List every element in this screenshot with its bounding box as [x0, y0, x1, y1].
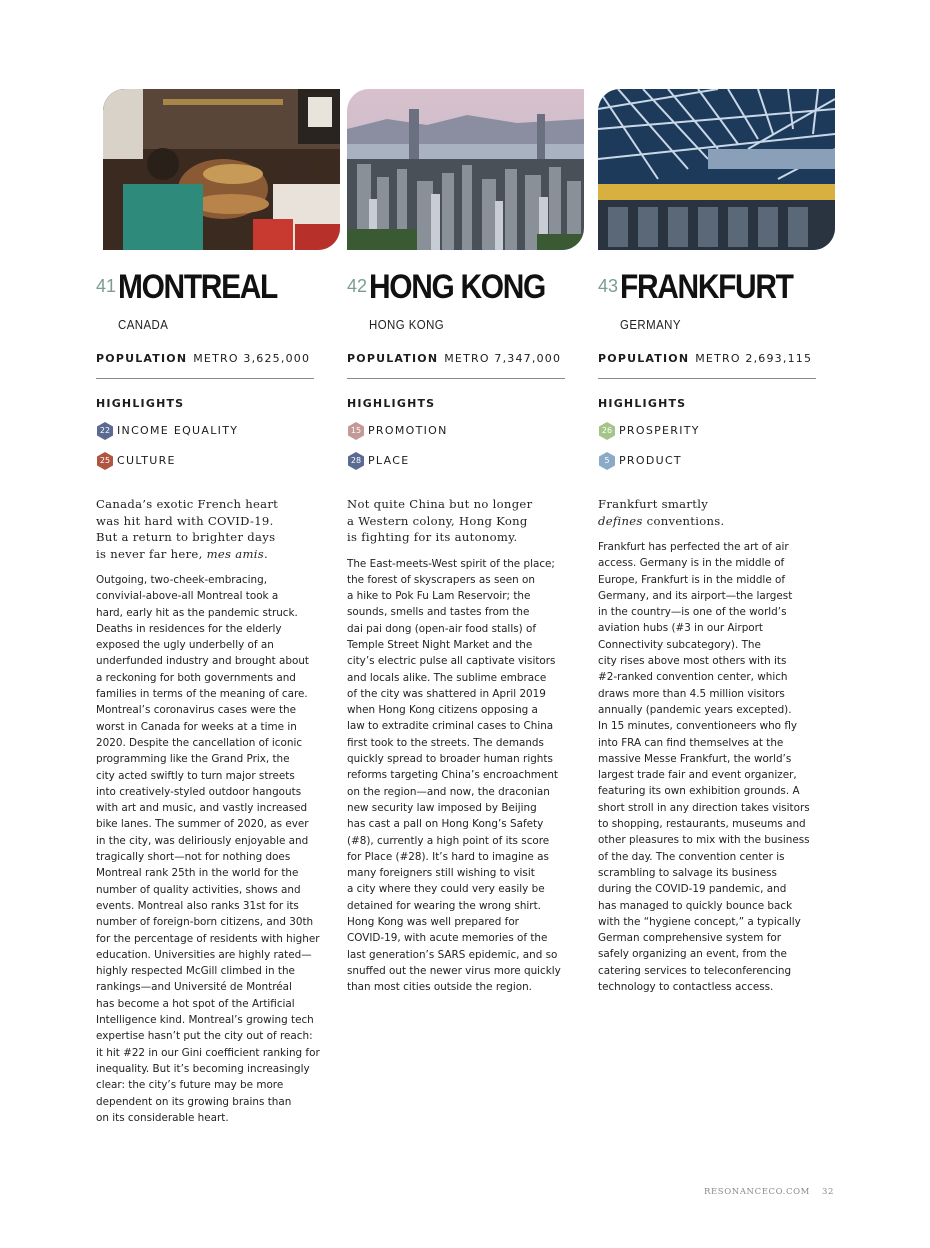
body-line: for Place (#28). It’s hard to imagine as — [347, 850, 549, 863]
body-line: Temple Street Night Market and the — [347, 638, 533, 651]
body-line: of the day. The convention center is — [598, 850, 785, 863]
highlight-item — [598, 422, 838, 440]
body-line: Europe, Frankfurt is in the middle of — [598, 573, 786, 586]
divider — [96, 378, 314, 379]
population-label: POPULATION — [96, 352, 188, 365]
divider — [598, 378, 816, 379]
body-line: quickly spread to broader human rights — [347, 753, 553, 766]
population-label: POPULATION — [347, 352, 439, 365]
body-line: Intelligence kind. Montreal’s growing tech — [96, 1014, 314, 1027]
body-line: short stroll in any direction takes visitors — [598, 801, 810, 814]
body-line: number of quality activities, shows and — [96, 883, 301, 896]
body-line: dai pai dong (open-air food stalls) of — [347, 622, 536, 635]
body-line: in the country—is one of the world’s — [598, 606, 787, 619]
body-line: 2020. Despite the cancellation of iconic — [96, 736, 303, 749]
body-line: rankings—and Université de Montréal — [96, 981, 292, 994]
body-line: massive Messe Frankfurt, the world’s — [598, 752, 792, 765]
highlight-label: INCOME EQUALITY — [117, 424, 239, 437]
intro-line — [96, 546, 336, 563]
intro-line — [598, 513, 838, 530]
city-title — [347, 268, 587, 352]
city-rank: 42 — [347, 276, 368, 296]
body-text — [96, 572, 336, 1126]
montreal-market-photo — [103, 89, 340, 250]
body-line: reforms targeting China’s encroachment — [347, 769, 558, 782]
body-line: access. Germany is in the middle of — [598, 557, 785, 570]
highlights-heading: HIGHLIGHTS — [96, 397, 185, 410]
city-country: CANADA — [118, 317, 169, 332]
body-line: sounds, smells and tastes from the — [347, 606, 530, 619]
highlight-label: CULTURE — [117, 454, 176, 467]
body-line: number of foreign-born citizens, and 30th — [96, 916, 314, 929]
body-line: in the city, was deliriously enjoyable and — [96, 834, 309, 847]
highlight-item — [96, 452, 336, 470]
body-line: expertise hasn’t put the city out of reach: — [96, 1030, 313, 1043]
city-column-frankfurt — [598, 89, 838, 995]
body-line: scrambling to salvage its business — [598, 866, 777, 879]
body-line: Hong Kong was well prepared for — [347, 916, 519, 929]
intro-text: conventions. — [642, 513, 725, 528]
body-line: city rises above most others with its — [598, 655, 787, 668]
highlight-label: PRODUCT — [619, 454, 682, 467]
body-line: Frankfurt has perfected the art of air — [598, 541, 789, 553]
intro-italic: defines — [598, 513, 643, 528]
body-line: for the percentage of residents with higher — [96, 932, 320, 945]
body-line: has become a hot spot of the Artificial — [96, 997, 295, 1010]
population-value: METRO 2,693,115 — [695, 352, 813, 365]
body-line: tragically short—not for nothing does — [96, 851, 291, 864]
body-line: clear: the city’s future may be more — [96, 1079, 284, 1092]
body-line: last generation’s SARS epidemic, and so — [347, 948, 558, 961]
hexagon-badge-icon — [96, 452, 114, 470]
hexagon-badge-icon — [598, 452, 616, 470]
body-line: city acted swiftly to turn major streets — [96, 769, 295, 782]
intro-line: But a return to brighter days — [96, 530, 276, 544]
body-line: of the city was shattered in April 2019 — [347, 687, 546, 700]
body-line: when Hong Kong citizens opposing a — [347, 704, 538, 717]
intro-deck — [347, 496, 587, 546]
body-line: with art and music, and vastly increased — [96, 802, 308, 815]
body-line: draws more than 4.5 million visitors — [598, 687, 785, 700]
hong-kong-skyline-photo — [347, 89, 584, 250]
hexagon-badge-icon — [347, 422, 365, 440]
page-number: 32 — [821, 1187, 834, 1197]
hexagon-badge-icon — [96, 422, 114, 440]
body-line: and locals alike. The sublime embrace — [347, 671, 547, 684]
body-line: events. Montreal also ranks 31st for its — [96, 899, 299, 912]
population-line — [598, 352, 838, 370]
divider — [347, 378, 565, 379]
body-line: detained for wearing the wrong shirt. — [347, 899, 541, 912]
body-line: Germany, and its airport—the largest — [598, 589, 793, 602]
intro-line: Not quite China but no longer — [347, 497, 533, 511]
body-line: into FRA can find themselves at the — [598, 736, 784, 749]
body-line: snuffed out the newer virus more quickly — [347, 964, 561, 977]
intro-line: Frankfurt smartly — [598, 497, 709, 511]
population-label: POPULATION — [598, 352, 690, 365]
body-line: the forest of skyscrapers as seen on — [347, 573, 535, 586]
body-line: programming like the Grand Prix, the — [96, 753, 290, 766]
highlight-label: PLACE — [368, 454, 410, 467]
body-line: bike lanes. The summer of 2020, as ever — [96, 818, 309, 831]
body-line: a hike to Pok Fu Lam Reservoir; the — [347, 590, 531, 603]
city-name: FRANKFURT — [620, 268, 793, 306]
body-line: dependent on its growing brains than — [96, 1095, 292, 1108]
body-text — [598, 539, 838, 995]
body-line: Montreal rank 25th in the world for the — [96, 867, 299, 880]
body-line: many foreigners still wishing to visit — [347, 867, 535, 880]
intro-deck — [598, 496, 838, 529]
body-line: featuring its own exhibition grounds. A — [598, 785, 800, 798]
highlight-label: PROSPERITY — [619, 424, 700, 437]
body-line: convivial-above-all Montreal took a — [96, 590, 279, 603]
city-title — [598, 268, 838, 352]
body-line: German comprehensive system for — [598, 932, 781, 945]
body-line: to shopping, restaurants, museums and — [598, 818, 806, 831]
body-line: law to extradite criminal cases to China — [347, 720, 554, 733]
city-column-hong-kong — [347, 89, 587, 996]
intro-text: is never far here, — [96, 546, 203, 561]
body-line: new security law imposed by Beijing — [347, 801, 537, 814]
body-line: COVID-19, with acute memories of the — [347, 932, 548, 945]
hexagon-badge-icon — [347, 452, 365, 470]
city-column-montreal — [96, 89, 336, 1126]
body-line: on the region—and now, the draconian — [347, 785, 550, 798]
body-line: it hit #22 in our Gini coefficient ranking for — [96, 1046, 320, 1059]
body-line: aviation hubs (#3 in our Airport — [598, 622, 763, 635]
body-line: has cast a pall on Hong Kong’s Safety — [347, 818, 544, 831]
page-footer — [704, 1187, 834, 1197]
body-line: first took to the streets. The demands — [347, 736, 544, 749]
body-line: exposed the ugly underbelly of an — [96, 639, 274, 652]
body-line: catering services to teleconferencing — [598, 964, 792, 977]
hexagon-badge-icon — [598, 422, 616, 440]
body-line: (#8), currently a high point of its score — [347, 834, 550, 847]
highlight-rank: 5 — [604, 456, 610, 465]
highlight-rank: 15 — [350, 426, 362, 435]
body-line: The East-meets-West spirit of the place; — [347, 557, 555, 570]
body-line: on its considerable heart. — [96, 1111, 229, 1124]
body-line: inequality. But it’s becoming increasingly — [96, 1062, 310, 1075]
highlight-label: PROMOTION — [368, 424, 448, 437]
body-line: Outgoing, two-cheek-embracing, — [96, 574, 268, 586]
body-line: Connectivity subcategory). The — [598, 638, 761, 651]
body-line: In 15 minutes, conventioneers who fly — [598, 720, 798, 733]
city-name: HONG KONG — [369, 268, 545, 306]
body-line: underfunded industry and brought about — [96, 655, 309, 668]
body-line: into creatively-styled outdoor hangouts — [96, 785, 302, 798]
city-country: HONG KONG — [369, 317, 445, 332]
highlight-rank: 22 — [99, 426, 111, 435]
body-line: a reckoning for both governments and — [96, 671, 296, 684]
body-line: annually (pandemic years excepted). — [598, 703, 792, 716]
city-rank: 41 — [96, 276, 117, 296]
intro-line: is fighting for its autonomy. — [347, 530, 518, 544]
highlights-heading: HIGHLIGHTS — [598, 397, 687, 410]
body-line: other pleasures to mix with the business — [598, 834, 810, 847]
body-line: technology to contactless access. — [598, 981, 774, 994]
highlight-rank: 25 — [99, 456, 111, 465]
body-line: education. Universities are highly rated— — [96, 948, 312, 961]
body-line: safely organizing an event, from the — [598, 948, 787, 961]
city-title — [96, 268, 336, 352]
body-line: city’s electric pulse all captivate visitors — [347, 655, 556, 668]
highlight-rank: 26 — [601, 426, 613, 435]
highlight-item — [96, 422, 336, 440]
intro-line: a Western colony, Hong Kong — [347, 513, 528, 528]
body-text — [347, 556, 587, 996]
intro-italic: mes amis. — [206, 546, 269, 561]
population-value: METRO 3,625,000 — [193, 352, 311, 365]
intro-line: was hit hard with COVID-19. — [96, 513, 274, 528]
highlight-item — [347, 422, 587, 440]
city-country: GERMANY — [620, 317, 681, 332]
body-line: has managed to quickly bounce back — [598, 899, 793, 912]
body-line: during the COVID-19 pandemic, and — [598, 883, 787, 896]
site-url[interactable]: RESONANCECO.COM — [703, 1187, 810, 1197]
body-line: worst in Canada for weeks at a time in — [96, 720, 297, 733]
intro-deck — [96, 496, 336, 562]
body-line: families in terms of the meaning of care. — [96, 688, 308, 701]
population-line — [347, 352, 587, 370]
body-line: a city where they could very easily be — [347, 883, 545, 896]
highlight-rank: 28 — [350, 456, 362, 465]
body-line: Montreal’s coronavirus cases were the — [96, 704, 297, 717]
body-line: with the “hygiene concept,” a typically — [598, 915, 801, 928]
body-line: hard, early hit as the pandemic struck. — [96, 606, 298, 619]
highlight-item — [598, 452, 838, 470]
city-rank: 43 — [598, 276, 619, 296]
frankfurt-messe-photo — [598, 89, 835, 250]
body-line: #2-ranked convention center, which — [598, 671, 788, 684]
highlights-heading: HIGHLIGHTS — [347, 397, 436, 410]
highlight-item — [347, 452, 587, 470]
population-line — [96, 352, 336, 370]
city-name: MONTREAL — [118, 268, 277, 306]
body-line: largest trade fair and event organizer, — [598, 769, 797, 782]
body-line: Deaths in residences for the elderly — [96, 622, 282, 635]
body-line: highly respected McGill climbed in the — [96, 965, 295, 978]
intro-line: Canada’s exotic French heart — [96, 497, 279, 511]
body-line: than most cities outside the region. — [347, 981, 532, 994]
population-value: METRO 7,347,000 — [444, 352, 562, 365]
